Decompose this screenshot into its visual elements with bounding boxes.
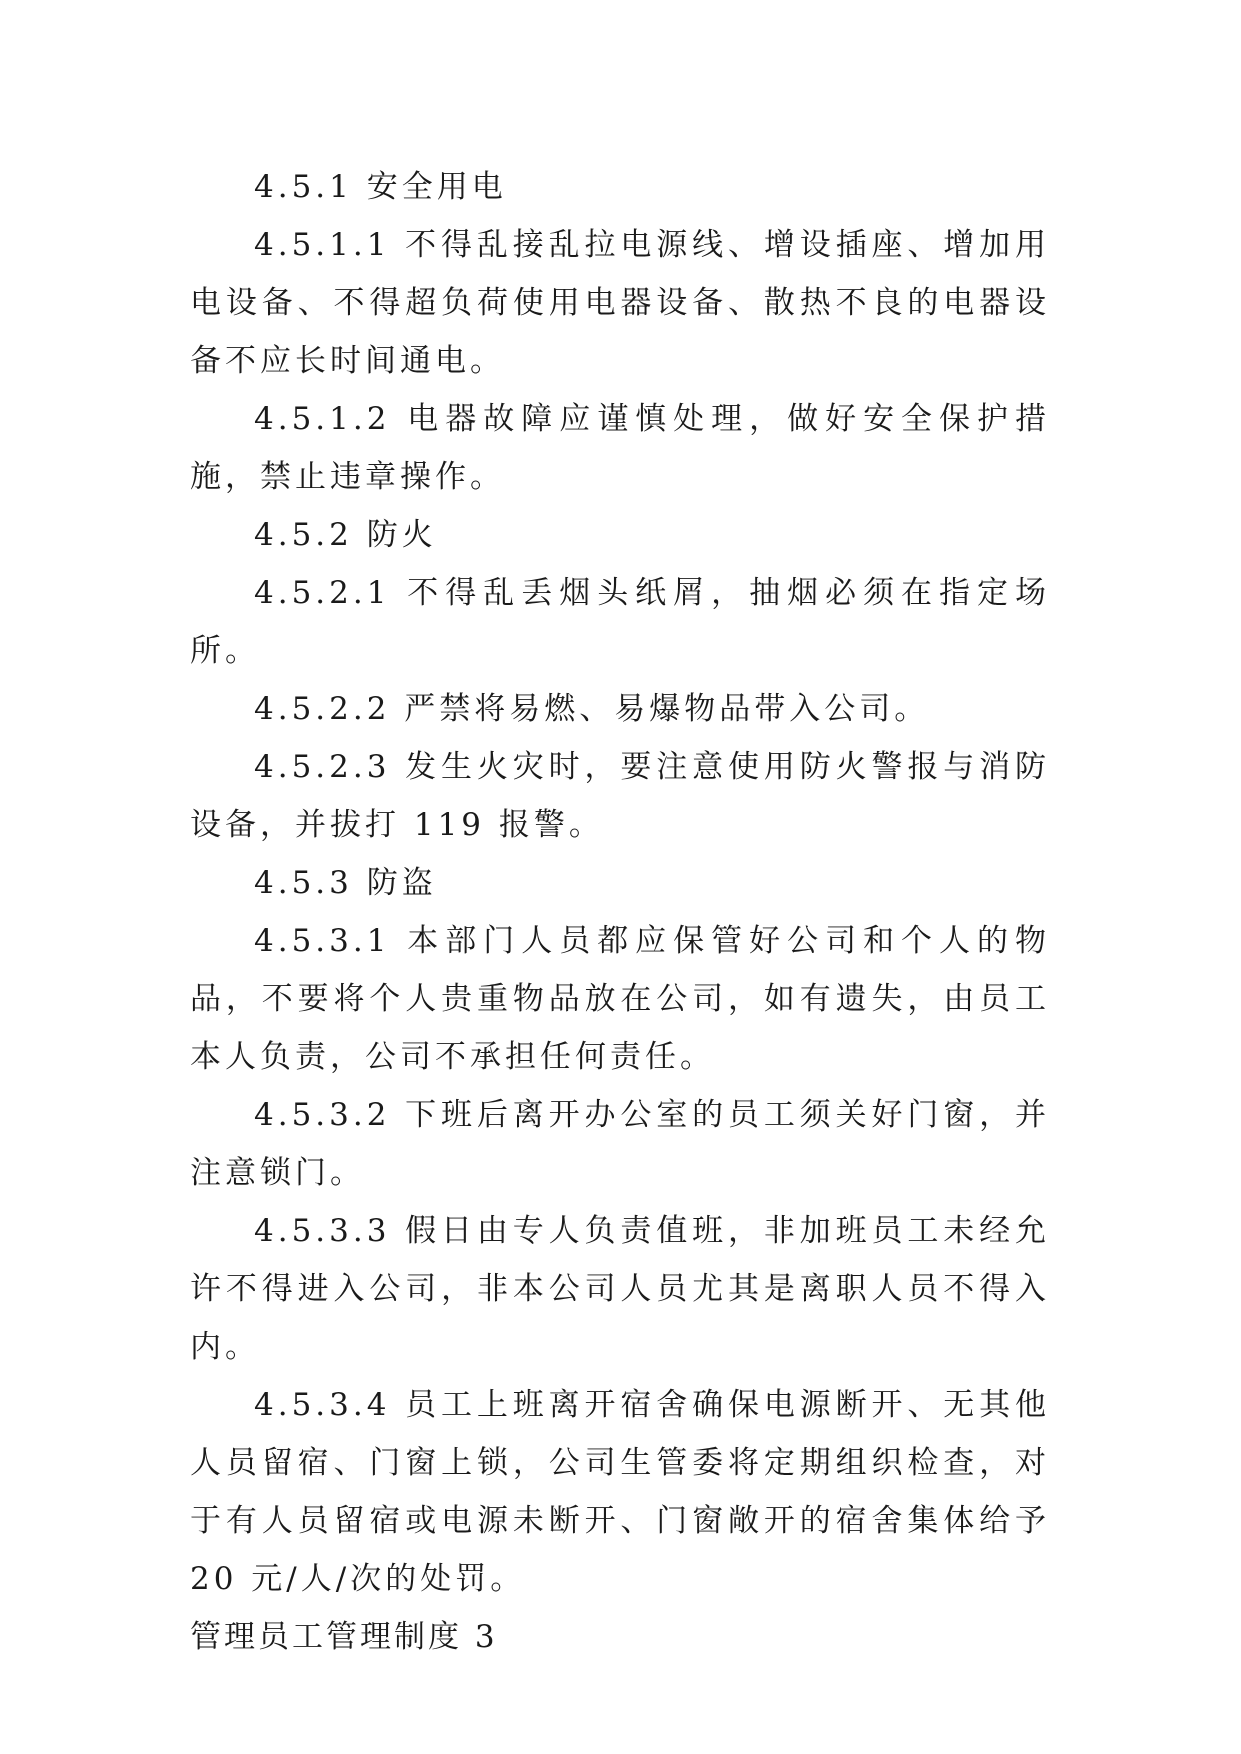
paragraph-4-5-1-1: 4.5.1.1 不得乱接乱拉电源线、增设插座、增加用电设备、不得超负荷使用电器设备、散热不良的电器设备不应长时间通电。 xyxy=(190,227,1050,379)
paragraph-4-5-3-4: 4.5.3.4 员工上班离开宿舍确保电源断开、无其他人员留宿、门窗上锁，公司生管委将定期组织检查，对于有人员留宿或电源未断开、门窗敞开的宿舍集体给予 20 元/人/次的处罚。 xyxy=(190,1387,1050,1597)
heading-4-5-2: 4.5.2 防火 xyxy=(254,517,437,553)
document-body xyxy=(190,158,1050,1666)
heading-4-5-3: 4.5.3 防盗 xyxy=(254,865,437,901)
paragraph-4-5-3-2: 4.5.3.2 下班后离开办公室的员工须关好门窗，并注意锁门。 xyxy=(190,1097,1050,1191)
heading-4-5-1: 4.5.1 安全用电 xyxy=(254,169,507,205)
paragraph-4-5-3-3: 4.5.3.3 假日由专人负责值班，非加班员工未经允许不得进入公司，非本公司人员尤其是离职人员不得入内。 xyxy=(190,1213,1050,1365)
paragraph-4-5-2-3: 4.5.2.3 发生火灾时，要注意使用防火警报与消防设备，并拔打 119 报警。 xyxy=(190,749,1050,843)
paragraph-4-5-1-2: 4.5.1.2 电器故障应谨慎处理，做好安全保护措施，禁止违章操作。 xyxy=(190,401,1050,495)
paragraph-4-5-2-1: 4.5.2.1 不得乱丢烟头纸屑，抽烟必须在指定场所。 xyxy=(190,575,1050,669)
paragraph-4-5-3-1: 4.5.3.1 本部门人员都应保管好公司和个人的物品，不要将个人贵重物品放在公司，如有遗失，由员工本人负责，公司不承担任何责任。 xyxy=(190,923,1050,1075)
section-title: 管理员工管理制度 3 xyxy=(190,1619,498,1655)
paragraph-4-5-2-2: 4.5.2.2 严禁将易燃、易爆物品带入公司。 xyxy=(254,691,930,727)
